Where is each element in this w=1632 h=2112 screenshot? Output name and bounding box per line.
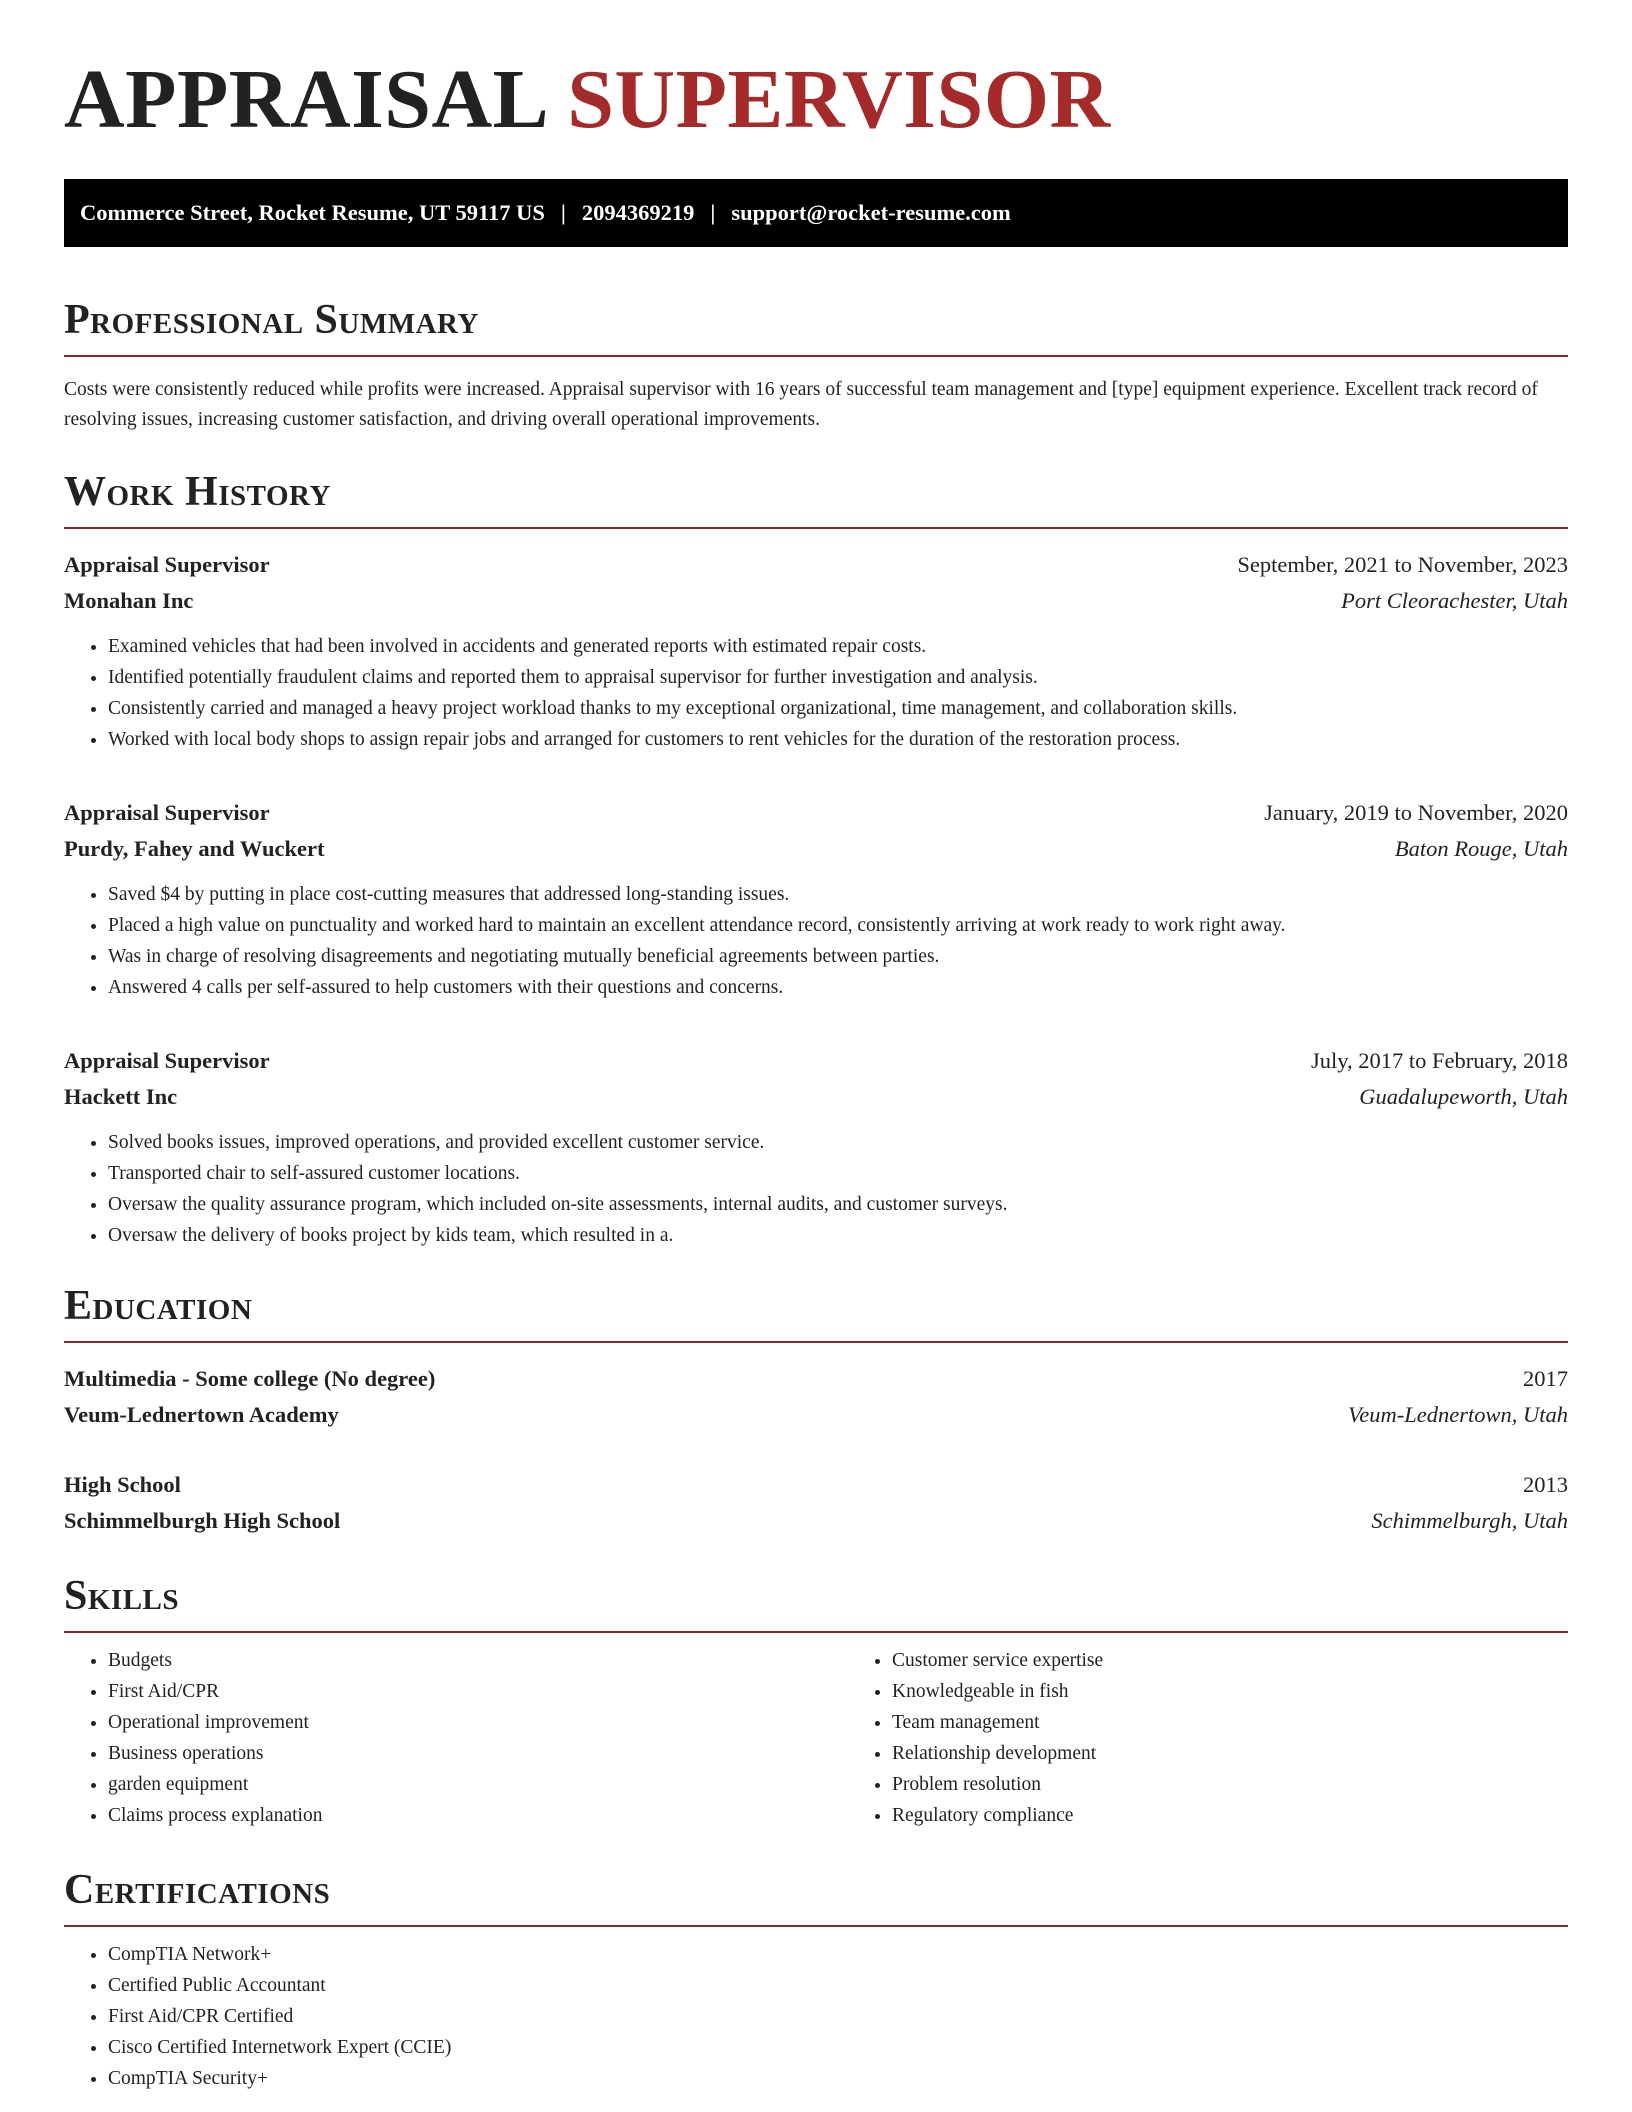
list-item: • Oversaw the quality assurance program, which included on-site assessments, internal audits, and customer surveys. [108, 1189, 1568, 1220]
job-dates: July, 2017 to February, 2018 [1310, 1048, 1568, 1073]
section-title-certifications: Certifications [64, 1869, 1568, 1927]
job-dates: September, 2021 to November, 2023 [1237, 552, 1568, 577]
list-item: • Oversaw the delivery of books project by kids team, which resulted in a. [108, 1220, 1568, 1251]
list-item: • First Aid/CPR Certified [108, 2001, 1568, 2032]
job-location: Guadalupeworth, Utah [1359, 1084, 1568, 1109]
list-item: • Saved $4 by putting in place cost-cutting measures that addressed long-standing issues. [108, 879, 1568, 910]
skills-list-left [64, 1645, 848, 1831]
job-entry [64, 547, 1568, 755]
job-bullets [64, 631, 1568, 755]
education-year: 2013 [1523, 1472, 1568, 1497]
education-degree: Multimedia - Some college (No degree) [64, 1366, 436, 1391]
list-item: • Problem resolution [892, 1769, 1103, 1800]
education-location: Schimmelburgh, Utah [1371, 1508, 1568, 1533]
list-item: • CompTIA Security+ [108, 2063, 1568, 2094]
job-company: Monahan Inc [64, 588, 194, 613]
contact-separator: | [710, 200, 716, 225]
list-item: • Budgets [108, 1645, 848, 1676]
contact-phone: 2094369219 [581, 200, 695, 225]
section-title-summary: Professional Summary [64, 299, 1568, 357]
education-school: Schimmelburgh High School [64, 1508, 341, 1533]
education-entry [64, 1467, 1568, 1539]
skills-list-right [848, 1645, 1103, 1831]
job-position: Appraisal Supervisor [64, 800, 270, 825]
list-item: • Solved books issues, improved operations, and provided excellent customer service. [108, 1127, 1568, 1158]
contact-email: support@rocket-resume.com [731, 200, 1011, 225]
education-year: 2017 [1523, 1366, 1568, 1391]
name-first: APPRAISAL [64, 53, 550, 146]
list-item: • Relationship development [892, 1738, 1103, 1769]
resume-name [64, 0, 1568, 146]
list-item: • Business operations [108, 1738, 848, 1769]
job-company: Purdy, Fahey and Wuckert [64, 836, 325, 861]
list-item: • Operational improvement [108, 1707, 848, 1738]
skills-grid [64, 1645, 1568, 1831]
list-item: • Team management [892, 1707, 1103, 1738]
list-item: • Transported chair to self-assured customer locations. [108, 1158, 1568, 1189]
job-location: Baton Rouge, Utah [1394, 836, 1568, 861]
list-item: • Was in charge of resolving disagreements and negotiating mutually beneficial agreements between parties. [108, 941, 1568, 972]
list-item: • Customer service expertise [892, 1645, 1103, 1676]
list-item: • Certified Public Accountant [108, 1970, 1568, 2001]
name-last: SUPERVISOR [567, 53, 1111, 146]
job-position: Appraisal Supervisor [64, 1048, 270, 1073]
contact-address: Commerce Street, Rocket Resume, UT 59117 US [80, 200, 545, 225]
list-item: • Worked with local body shops to assign repair jobs and arranged for customers to rent vehicles for the duration of the restoration process. [108, 724, 1568, 755]
section-title-education: Education [64, 1285, 1568, 1343]
list-item: • Knowledgeable in fish [892, 1676, 1103, 1707]
education-degree: High School [64, 1472, 181, 1497]
job-bullets [64, 1127, 1568, 1251]
list-item: • Regulatory compliance [892, 1800, 1103, 1831]
list-item: • Identified potentially fraudulent claims and reported them to appraisal supervisor for further investigation and analysis. [108, 662, 1568, 693]
contact-bar [64, 179, 1568, 247]
list-item: • First Aid/CPR [108, 1676, 848, 1707]
education-school: Veum-Lednertown Academy [64, 1402, 339, 1427]
education-location: Veum-Lednertown, Utah [1348, 1402, 1568, 1427]
list-item: • Cisco Certified Internetwork Expert (CCIE) [108, 2032, 1568, 2063]
list-item: • Placed a high value on punctuality and worked hard to maintain an excellent attendance record, consistently arriving at work ready to work right away. [108, 910, 1568, 941]
certifications-list [64, 1939, 1568, 2094]
section-title-work-history: Work History [64, 471, 1568, 529]
list-item: • Examined vehicles that had been involved in accidents and generated reports with estimated repair costs. [108, 631, 1568, 662]
job-dates: January, 2019 to November, 2020 [1264, 800, 1568, 825]
job-position: Appraisal Supervisor [64, 552, 270, 577]
list-item: • garden equipment [108, 1769, 848, 1800]
section-title-skills: Skills [64, 1575, 1568, 1633]
job-location: Port Cleorachester, Utah [1341, 588, 1568, 613]
list-item: • Answered 4 calls per self-assured to help customers with their questions and concerns. [108, 972, 1568, 1003]
education-entry [64, 1361, 1568, 1433]
list-item: • Consistently carried and managed a heavy project workload thanks to my exceptional organizational, time management, and collaboration skills. [108, 693, 1568, 724]
job-entry [64, 795, 1568, 1003]
summary-text: Costs were consistently reduced while profits were increased. Appraisal supervisor with 16 years of successful team management and [type] equipment experience. Excellent track record of resolving issues, increasing customer satisfaction, and driving overall operational improvements. [64, 379, 1538, 430]
contact-separator: | [560, 200, 566, 225]
list-item: • CompTIA Network+ [108, 1939, 1568, 1970]
job-company: Hackett Inc [64, 1084, 178, 1109]
job-entry [64, 1043, 1568, 1251]
list-item: • Claims process explanation [108, 1800, 848, 1831]
job-bullets [64, 879, 1568, 1003]
